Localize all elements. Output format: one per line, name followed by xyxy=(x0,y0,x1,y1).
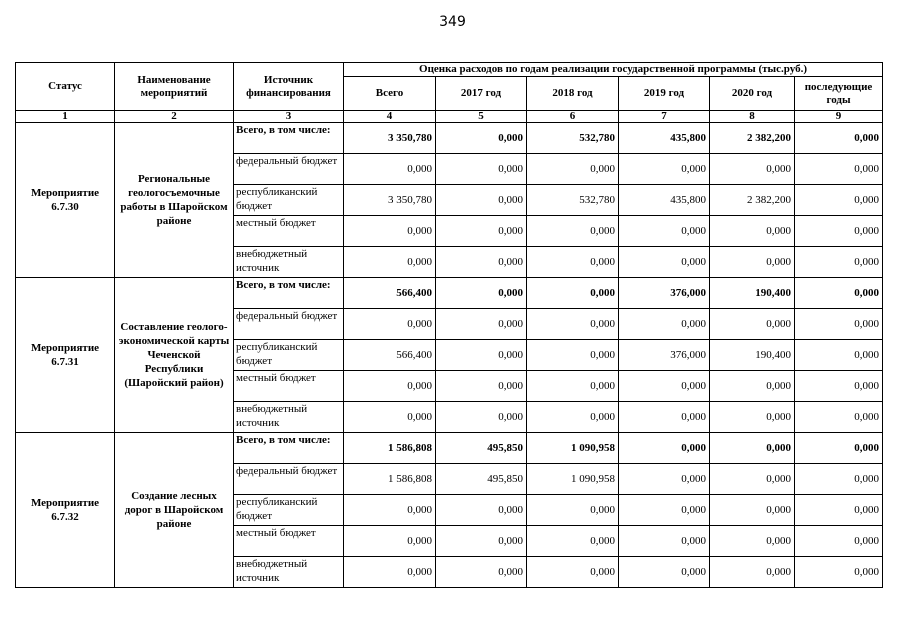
amount-cell: 566,400 xyxy=(344,340,436,371)
amount-cell: 0,000 xyxy=(795,464,883,495)
funding-source: федеральный бюджет xyxy=(234,464,344,495)
column-index: 2 xyxy=(115,111,234,123)
amount-cell: 0,000 xyxy=(436,557,527,588)
funding-source: внебюджетный источник xyxy=(234,402,344,433)
amount-cell: 0,000 xyxy=(795,495,883,526)
column-index: 8 xyxy=(710,111,795,123)
amount-cell: 0,000 xyxy=(710,433,795,464)
header-2018: 2018 год xyxy=(527,77,619,111)
amount-cell: 0,000 xyxy=(795,247,883,278)
amount-cell: 0,000 xyxy=(795,433,883,464)
funding-source: внебюджетный источник xyxy=(234,557,344,588)
amount-cell: 0,000 xyxy=(436,371,527,402)
event-status: Мероприятие 6.7.30 xyxy=(16,123,115,278)
amount-cell: 0,000 xyxy=(527,154,619,185)
header-2017: 2017 год xyxy=(436,77,527,111)
amount-cell: 0,000 xyxy=(344,557,436,588)
amount-cell: 1 586,808 xyxy=(344,433,436,464)
funding-source: республиканский бюджет xyxy=(234,340,344,371)
amount-cell: 0,000 xyxy=(436,278,527,309)
amount-cell: 3 350,780 xyxy=(344,185,436,216)
amount-cell: 0,000 xyxy=(527,340,619,371)
funding-source: местный бюджет xyxy=(234,526,344,557)
event-status: Мероприятие 6.7.32 xyxy=(16,433,115,588)
amount-cell: 0,000 xyxy=(619,495,710,526)
amount-cell: 0,000 xyxy=(710,495,795,526)
amount-cell: 0,000 xyxy=(436,526,527,557)
amount-cell: 0,000 xyxy=(527,216,619,247)
amount-cell: 0,000 xyxy=(436,495,527,526)
amount-cell: 0,000 xyxy=(436,185,527,216)
header-total: Всего xyxy=(344,77,436,111)
amount-cell: 0,000 xyxy=(795,309,883,340)
amount-cell: 0,000 xyxy=(344,495,436,526)
funding-source: местный бюджет xyxy=(234,371,344,402)
amount-cell: 0,000 xyxy=(344,309,436,340)
amount-cell: 0,000 xyxy=(527,526,619,557)
amount-cell: 495,850 xyxy=(436,464,527,495)
header-estimate: Оценка расходов по годам реализации государственной программы (тыс.руб.) xyxy=(344,63,883,77)
amount-cell: 0,000 xyxy=(710,216,795,247)
amount-cell: 0,000 xyxy=(344,247,436,278)
amount-cell: 0,000 xyxy=(710,309,795,340)
funding-source: Всего, в том числе: xyxy=(234,433,344,464)
header-2019: 2019 год xyxy=(619,77,710,111)
amount-cell: 0,000 xyxy=(795,123,883,154)
amount-cell: 0,000 xyxy=(710,526,795,557)
amount-cell: 0,000 xyxy=(795,340,883,371)
funding-source: федеральный бюджет xyxy=(234,309,344,340)
amount-cell: 0,000 xyxy=(619,433,710,464)
amount-cell: 0,000 xyxy=(619,526,710,557)
table-row-total xyxy=(16,278,883,309)
amount-cell: 0,000 xyxy=(710,464,795,495)
funding-source: Всего, в том числе: xyxy=(234,123,344,154)
amount-cell: 376,000 xyxy=(619,278,710,309)
amount-cell: 0,000 xyxy=(795,371,883,402)
event-status: Мероприятие 6.7.31 xyxy=(16,278,115,433)
amount-cell: 0,000 xyxy=(795,557,883,588)
amount-cell: 0,000 xyxy=(527,371,619,402)
amount-cell: 0,000 xyxy=(436,340,527,371)
amount-cell: 0,000 xyxy=(436,154,527,185)
header-name: Наименование мероприятий xyxy=(115,63,234,111)
amount-cell: 0,000 xyxy=(710,154,795,185)
amount-cell: 3 350,780 xyxy=(344,123,436,154)
amount-cell: 0,000 xyxy=(795,402,883,433)
event-name: Создание лесных дорог в Шаройском районе xyxy=(115,433,234,588)
amount-cell: 0,000 xyxy=(795,216,883,247)
funding-source: федеральный бюджет xyxy=(234,154,344,185)
amount-cell: 1 090,958 xyxy=(527,433,619,464)
amount-cell: 435,800 xyxy=(619,123,710,154)
amount-cell: 0,000 xyxy=(436,216,527,247)
column-index: 3 xyxy=(234,111,344,123)
funding-source: местный бюджет xyxy=(234,216,344,247)
amount-cell: 435,800 xyxy=(619,185,710,216)
amount-cell: 0,000 xyxy=(619,371,710,402)
amount-cell: 0,000 xyxy=(527,309,619,340)
amount-cell: 0,000 xyxy=(795,154,883,185)
amount-cell: 0,000 xyxy=(619,247,710,278)
amount-cell: 0,000 xyxy=(619,309,710,340)
funding-source: Всего, в том числе: xyxy=(234,278,344,309)
amount-cell: 0,000 xyxy=(619,402,710,433)
event-name: Региональные геологосъемочные работы в Шаройском районе xyxy=(115,123,234,278)
column-index: 4 xyxy=(344,111,436,123)
amount-cell: 0,000 xyxy=(527,557,619,588)
column-index-row xyxy=(16,111,883,123)
amount-cell: 0,000 xyxy=(344,216,436,247)
table-row-total xyxy=(16,123,883,154)
amount-cell: 0,000 xyxy=(710,247,795,278)
header-2020: 2020 год xyxy=(710,77,795,111)
header-subsequent: последующие годы xyxy=(795,77,883,111)
amount-cell: 0,000 xyxy=(527,247,619,278)
header-source: Источник финансирования xyxy=(234,63,344,111)
event-name: Составление геолого-экономической карты Чеченской Республики (Шаройский район) xyxy=(115,278,234,433)
amount-cell: 0,000 xyxy=(436,123,527,154)
amount-cell: 0,000 xyxy=(527,495,619,526)
amount-cell: 0,000 xyxy=(344,402,436,433)
expenses-table xyxy=(15,62,883,588)
header-row xyxy=(16,63,883,77)
funding-source: внебюджетный источник xyxy=(234,247,344,278)
amount-cell: 0,000 xyxy=(795,278,883,309)
amount-cell: 0,000 xyxy=(619,154,710,185)
amount-cell: 0,000 xyxy=(710,371,795,402)
amount-cell: 0,000 xyxy=(527,278,619,309)
funding-source: республиканский бюджет xyxy=(234,185,344,216)
amount-cell: 0,000 xyxy=(344,154,436,185)
amount-cell: 190,400 xyxy=(710,340,795,371)
amount-cell: 0,000 xyxy=(795,185,883,216)
column-index: 6 xyxy=(527,111,619,123)
amount-cell: 1 090,958 xyxy=(527,464,619,495)
amount-cell: 566,400 xyxy=(344,278,436,309)
amount-cell: 0,000 xyxy=(527,402,619,433)
column-index: 1 xyxy=(16,111,115,123)
amount-cell: 532,780 xyxy=(527,185,619,216)
amount-cell: 1 586,808 xyxy=(344,464,436,495)
amount-cell: 190,400 xyxy=(710,278,795,309)
amount-cell: 2 382,200 xyxy=(710,185,795,216)
column-index: 9 xyxy=(795,111,883,123)
amount-cell: 495,850 xyxy=(436,433,527,464)
table-body xyxy=(16,123,883,588)
amount-cell: 0,000 xyxy=(795,526,883,557)
column-index: 7 xyxy=(619,111,710,123)
amount-cell: 0,000 xyxy=(436,309,527,340)
header-status: Статус xyxy=(16,63,115,111)
amount-cell: 0,000 xyxy=(344,526,436,557)
amount-cell: 0,000 xyxy=(619,216,710,247)
amount-cell: 0,000 xyxy=(436,402,527,433)
amount-cell: 0,000 xyxy=(436,247,527,278)
amount-cell: 0,000 xyxy=(344,371,436,402)
amount-cell: 0,000 xyxy=(710,402,795,433)
column-index: 5 xyxy=(436,111,527,123)
amount-cell: 532,780 xyxy=(527,123,619,154)
table-row-total xyxy=(16,433,883,464)
amount-cell: 376,000 xyxy=(619,340,710,371)
amount-cell: 2 382,200 xyxy=(710,123,795,154)
amount-cell: 0,000 xyxy=(619,557,710,588)
amount-cell: 0,000 xyxy=(619,464,710,495)
funding-source: республиканский бюджет xyxy=(234,495,344,526)
page-number: 349 xyxy=(439,14,466,30)
amount-cell: 0,000 xyxy=(710,557,795,588)
